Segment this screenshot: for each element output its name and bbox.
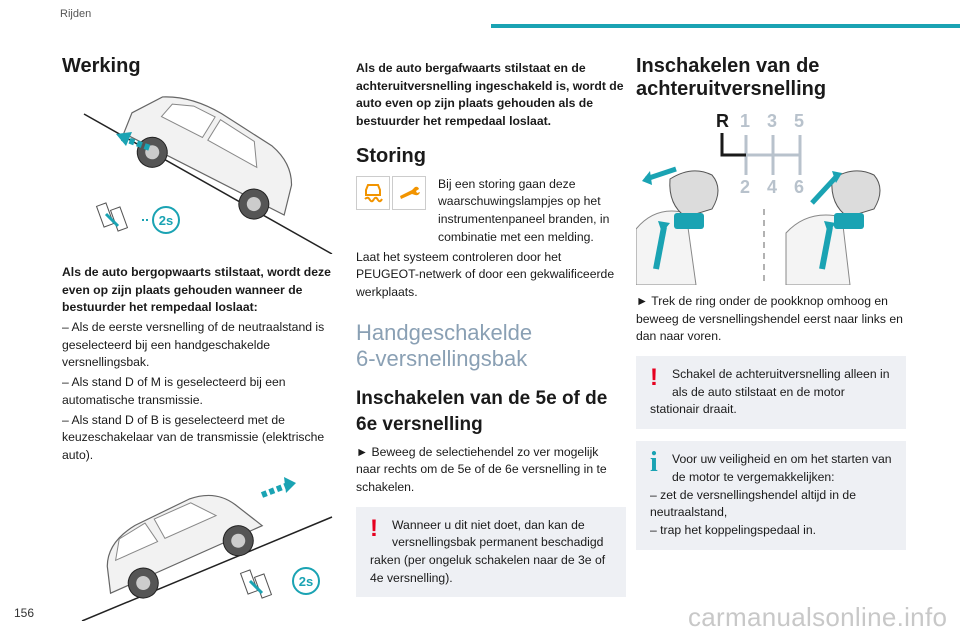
watermark: carmanualsonline.info bbox=[688, 602, 948, 632]
page-number: 156 bbox=[14, 606, 35, 620]
info-item-2: – trap het koppelingspedaal in. bbox=[650, 522, 817, 537]
uphill-car-illustration bbox=[62, 86, 336, 254]
column-2 bbox=[356, 60, 626, 609]
gearbox-warning-box bbox=[356, 507, 626, 598]
skid-warning-icon bbox=[356, 176, 390, 210]
title-gearbox-line1: Handgeschakelde bbox=[356, 319, 533, 345]
gear-label-r: R bbox=[716, 111, 729, 131]
title-storing: Storing bbox=[356, 144, 426, 167]
downhill-car-illustration bbox=[62, 471, 336, 621]
uphill-item-1: – Als de eerste versnelling of de neutraalstand is geselecteerd bij een handgeschakelde versnellingsbak. bbox=[62, 320, 325, 370]
title-fifth-gear: Inschakelen van de 5e of de 6e versnelling bbox=[356, 388, 608, 435]
uphill-item-3: – Als stand D of B is geselecteerd met de keuzeschakelaar van de transmissie (elektrische auto). bbox=[62, 412, 325, 462]
uphill-bold-text: Als de auto bergopwaarts stilstaat, wordt deze even op zijn plaats gehouden wanneer de bestuurder het rempedaal loslaat: bbox=[62, 265, 331, 315]
reverse-warning-box bbox=[636, 356, 906, 429]
wrench-icon bbox=[392, 176, 426, 210]
title-reverse-line2: achteruitversnelling bbox=[636, 78, 827, 100]
gearbox-warning-rest: raken (per ongeluk schakelen naar de 3e of 4e versnelling). bbox=[370, 553, 606, 585]
gearbox-warning-first: Wanneer u dit niet doet, dan kan de versnellingsbak permanent beschadigd bbox=[392, 517, 604, 550]
title-gearbox bbox=[356, 320, 626, 373]
gear-label-3: 3 bbox=[767, 111, 778, 131]
gear-shift-diagram bbox=[636, 109, 906, 285]
storing-text-2: Laat het systeem controleren door het PEUGEOT-netwerk of door een gekwalificeerde werkplaats. bbox=[356, 249, 615, 299]
info-first: Voor uw veiligheid en om het starten van de motor te vergemakkelijken: bbox=[672, 452, 892, 484]
title-gearbox-line2: 6-versnellingsbak bbox=[356, 345, 528, 371]
gear-label-5: 5 bbox=[794, 111, 805, 131]
uphill-item-2: – Als stand D of M is geselecteerd bij een automatische transmissie. bbox=[62, 375, 286, 407]
timer-badge-1: 2s bbox=[158, 213, 174, 228]
downhill-bold-text: Als de auto bergafwaarts stilstaat en de achteruitversnelling ingeschakeld is, wordt de auto even op zijn plaats gehouden als de bestuurder het rempedaal loslaat. bbox=[356, 61, 624, 129]
gear-label-6: 6 bbox=[794, 177, 805, 197]
reverse-warning-rest: stationair draait. bbox=[650, 402, 737, 417]
exclamation-icon: ! bbox=[370, 514, 378, 542]
column-1 bbox=[62, 55, 336, 621]
storing-row bbox=[356, 176, 626, 249]
info-icon: i bbox=[650, 447, 658, 479]
column-3 bbox=[636, 55, 906, 562]
safety-info-box bbox=[636, 441, 906, 549]
storing-text: Bij een storing gaan deze waarschuwingslampjes op het instrumentenpaneel branden, in combinatie met een melding. bbox=[438, 176, 610, 244]
gear-label-4: 4 bbox=[767, 177, 778, 197]
exclamation-icon: ! bbox=[650, 364, 658, 392]
timer-badge-2: 2s bbox=[298, 573, 314, 589]
gear-label-2: 2 bbox=[740, 177, 751, 197]
title-werking: Werking bbox=[62, 55, 141, 77]
title-reverse-line1: Inschakelen van de bbox=[636, 55, 820, 77]
info-item-1: – zet de versnellingshendel altijd in de neutraalstand, bbox=[650, 487, 856, 520]
reverse-warning-first: Schakel de achteruitversnelling alleen in als de auto stilstaat en de motor bbox=[672, 367, 890, 399]
gear-label-1: 1 bbox=[740, 111, 751, 131]
reverse-instruction: ► Trek de ring onder de pookknop omhoog en beweeg de versnellingshendel eerst naar links en dan naar voren. bbox=[636, 294, 903, 344]
section-label: Rijden bbox=[60, 8, 92, 20]
warning-lamps bbox=[356, 176, 426, 210]
header-rule bbox=[491, 24, 960, 28]
fifth-gear-instruction: ► Beweeg de selectiehendel zo ver mogelijk naar rechts om de 5e of de 6e versnelling in te schakelen. bbox=[356, 444, 607, 494]
title-reverse bbox=[636, 55, 906, 101]
